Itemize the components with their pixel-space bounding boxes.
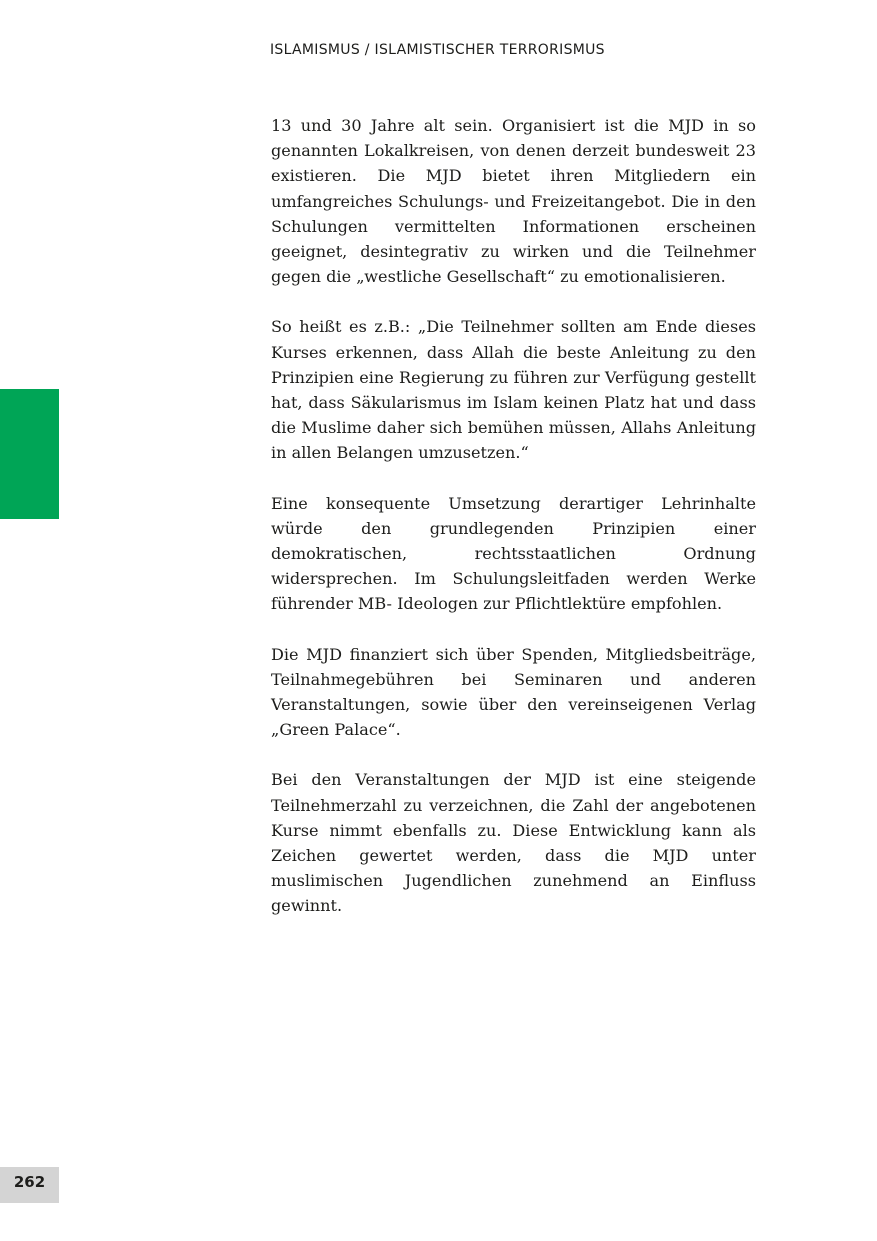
page-number: 262 — [13, 1173, 46, 1191]
paragraph-4: Die MJD finanziert sich über Spenden, Mitgliedsbeiträge, Teilnahmegebühren bei Seminaren und anderen Veranstaltungen, sowie über den vereinseigenen Verlag „Green Palace“. — [271, 644, 756, 740]
paragraph-3: Eine konsequente Umsetzung derartiger Lehrinhalte würde den grundlegenden Prinzipien einer demokratischen, rechtsstaatlichen Ordnung widersprechen. Im Schulungsleitfaden werden Werke führender MB- Ideologen zur Pflichtlektüre empfohlen. — [271, 493, 756, 614]
running-header: ISLAMISMUS / ISLAMISTISCHER TERRORISMUS — [270, 42, 605, 58]
body-text — [271, 113, 756, 919]
paragraph-1: 13 und 30 Jahre alt sein. Organisiert ist die MJD in so genannten Lokalkreisen, von denen derzeit bundesweit 23 existieren. Die MJD bietet ihren Mitgliedern ein umfangreiches Schulungs- und Freizeitangebot. Die in den Schulungen vermittelten Informationen erscheinen geeignet, desintegrativ zu wirken und die Teilnehmer gegen die „westliche Gesellschaft“ zu emotionalisieren. — [271, 116, 756, 287]
section-marker-tab — [0, 389, 59, 519]
page-number-box — [0, 1167, 59, 1203]
paragraph-2: So heißt es z.B.: „Die Teilnehmer sollten am Ende dieses Kurses erkennen, dass Allah die beste Anleitung zu den Prinzipien eine Regierung zu führen zur Verfügung gestellt hat, dass Säkularismus im Islam keinen Platz hat und dass die Muslime daher sich bemühen müssen, Allahs Anleitung in allen Belangen umzusetzen.“ — [271, 317, 756, 463]
paragraph-5: Bei den Veranstaltungen der MJD ist eine steigende Teilnehmerzahl zu verzeichnen, die Zahl der angebotenen Kurse nimmt ebenfalls zu. Diese Entwicklung kann als Zeichen gewertet werden, dass die MJD unter muslimischen Jugendlichen zunehmend an Einfluss gewinnt. — [271, 770, 756, 916]
